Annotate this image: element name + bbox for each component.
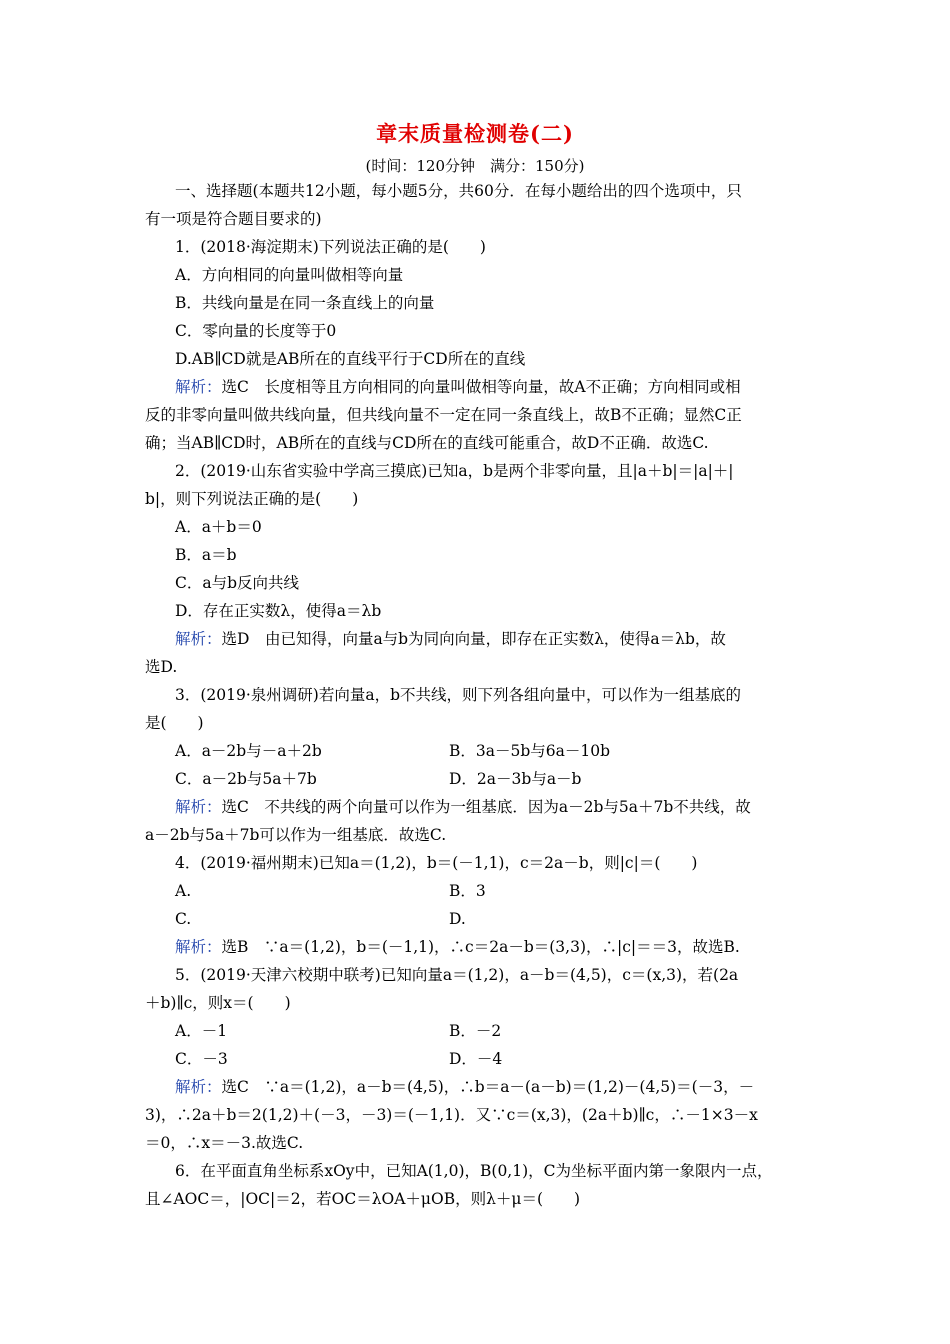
question-6-stem: 6．在平面直角坐标系xOy中，已知A(1,0)，B(0,1)，C为坐标平面内第一象限内一点，: [175, 1162, 773, 1180]
question-1-option-d: D.AB∥CD就是AB所在的直线平行于CD所在的直线: [175, 350, 526, 368]
question-3-option-c: C．a－2b与5a＋7b: [175, 770, 317, 788]
question-5-stem-cont: ＋b)∥c，则x＝( ): [145, 994, 291, 1012]
solution-label: 解析：: [175, 378, 222, 396]
page-title: 章末质量检测卷(二): [376, 121, 574, 146]
section-intro-cont: 有一项是符合题目要求的): [145, 210, 322, 228]
question-4-solution: [175, 936, 740, 958]
question-2-option-c: C．a与b反向共线: [175, 574, 300, 592]
question-2-option-b: B．a＝b: [175, 546, 237, 564]
question-1-solution: [175, 376, 741, 398]
solution-label: 解析：: [175, 630, 222, 648]
question-1-stem: 1．(2018·海淀期末)下列说法正确的是( ): [175, 238, 486, 256]
question-5-solution: [175, 1076, 754, 1098]
question-2-stem: 2．(2019·山东省实验中学高三摸底)已知a，b是两个非零向量，且|a＋b|＝|a|＋|: [175, 462, 734, 480]
page-subtitle: (时间：120分钟 满分：150分): [365, 157, 585, 175]
question-3-option-b: B．3a－5b与6a－10b: [449, 742, 611, 760]
question-4-option-b: B．3: [449, 882, 486, 900]
question-3-solution: [175, 796, 751, 818]
question-2-solution: [175, 628, 726, 650]
question-2-solution-cont: 选D.: [145, 658, 178, 676]
question-1-option-b: B．共线向量是在同一条直线上的向量: [175, 294, 435, 312]
solution-label: 解析：: [175, 938, 222, 956]
question-4-option-a: A.: [175, 882, 192, 900]
question-4-option-c: C.: [175, 910, 192, 928]
question-4-option-d: D.: [449, 910, 466, 928]
question-2-option-d: D．存在正实数λ，使得a＝λb: [175, 602, 382, 620]
solution-text: 选D 由已知得，向量a与b为同向向量，即存在正实数λ，使得a＝λb，故: [221, 630, 726, 648]
question-5-option-a: A．－1: [175, 1022, 228, 1040]
section-intro: 一、选择题(本题共12小题，每小题5分，共60分．在每小题给出的四个选项中，只: [175, 182, 742, 200]
question-3-option-d: D．2a－3b与a－b: [449, 770, 582, 788]
question-6-stem-cont: 且∠AOC＝，|OC|＝2，若OC＝λOA＋μOB，则λ＋μ＝( ): [145, 1190, 581, 1208]
solution-text: 选B ∵a＝(1,2)，b＝(－1,1)，∴c＝2a－b＝(3,3)，∴|c|＝＝3，故选B.: [221, 938, 740, 956]
question-2-stem-cont: b|，则下列说法正确的是( ): [145, 490, 359, 508]
question-3-stem-cont: 是( ): [145, 714, 204, 732]
question-5-solution-cont: 3)，∴2a＋b＝2(1,2)＋(－3，－3)＝(－1,1)．又∵c＝(x,3)，(2a＋b)∥c，∴－1×3－x: [145, 1106, 758, 1124]
question-3-solution-cont: a－2b与5a＋7b可以作为一组基底．故选C.: [145, 826, 447, 844]
question-3-option-a: A．a－2b与－a＋2b: [175, 742, 322, 760]
question-1-solution-cont: 反的非零向量叫做共线向量，但共线向量不一定在同一条直线上，故B不正确；显然C正: [145, 406, 742, 424]
question-1-option-a: A．方向相同的向量叫做相等向量: [175, 266, 404, 284]
question-3-stem: 3．(2019·泉州调研)若向量a，b不共线，则下列各组向量中，可以作为一组基底的: [175, 686, 741, 704]
question-1-solution-cont: 确；当AB∥CD时，AB所在的直线与CD所在的直线可能重合，故D不正确．故选C.: [145, 434, 709, 452]
solution-text: 选C 长度相等且方向相同的向量叫做相等向量，故A不正确；方向相同或相: [221, 378, 741, 396]
question-4-stem: 4．(2019·福州期末)已知a＝(1,2)，b＝(－1,1)，c＝2a－b，则|c|＝( ): [175, 854, 698, 872]
solution-label: 解析：: [175, 798, 222, 816]
question-5-option-c: C．－3: [175, 1050, 228, 1068]
solution-text: 选C 不共线的两个向量可以作为一组基底．因为a－2b与5a＋7b不共线，故: [221, 798, 751, 816]
question-2-option-a: A．a＋b＝0: [175, 518, 262, 536]
question-1-option-c: C．零向量的长度等于0: [175, 322, 337, 340]
question-5-option-d: D．－4: [449, 1050, 503, 1068]
question-5-option-b: B．－2: [449, 1022, 502, 1040]
question-5-stem: 5．(2019·天津六校期中联考)已知向量a＝(1,2)，a－b＝(4,5)，c＝(x,3)，若(2a: [175, 966, 739, 984]
solution-label: 解析：: [175, 1078, 222, 1096]
question-5-solution-cont: ＝0，∴x＝－3.故选C.: [145, 1134, 304, 1152]
solution-text: 选C ∵a＝(1,2)，a－b＝(4,5)，∴b＝a－(a－b)＝(1,2)－(4,5)＝(－3，－: [221, 1078, 755, 1096]
